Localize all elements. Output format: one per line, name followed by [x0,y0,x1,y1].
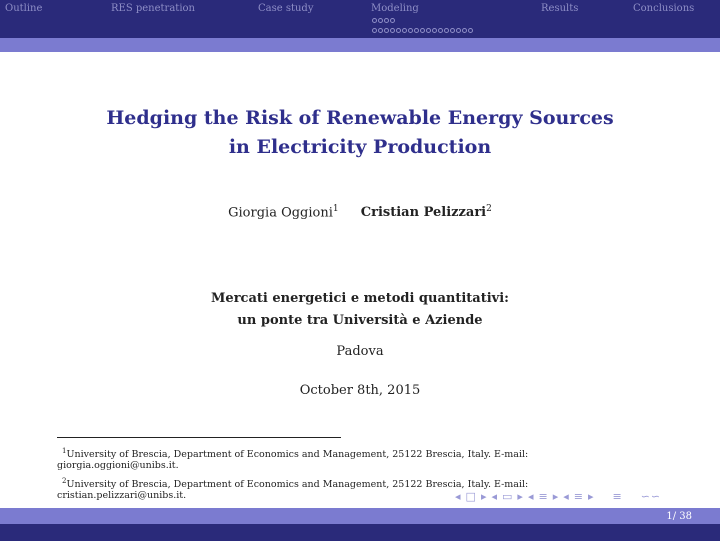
footnote-2-line2: cristian.pelizzari@unibs.it. [57,490,187,501]
author-footnote-mark-1: 1 [332,204,339,214]
frame-dot[interactable] [372,18,377,23]
frame-dot[interactable] [420,28,425,33]
frame-dot[interactable] [390,18,395,23]
author-name-1: Giorgia Oggioni [228,205,333,221]
page-number: 1/ 38 [666,511,692,522]
frame-dot[interactable] [426,28,431,33]
frame-dot[interactable] [378,18,383,23]
frame-dot[interactable] [384,28,389,33]
presentation-title-line1: Hedging the Risk of Renewable Energy Sources [106,107,614,129]
section-icon[interactable]: ≡ [573,490,584,503]
footnote-1-mark: 1 [62,447,67,455]
nav-next-frame-icon[interactable]: ▸ [517,490,524,503]
nav-item-res-penetration[interactable]: RES penetration [111,3,195,14]
frame-dot[interactable] [378,28,383,33]
nav-prev-subsection-icon[interactable]: ◂ [527,490,535,503]
nav-next-section-icon[interactable]: ▸ [587,490,595,503]
frame-dot[interactable] [456,28,461,33]
frame-dot[interactable] [414,28,419,33]
frame-dot[interactable] [450,28,455,33]
nav-prev-slide-icon[interactable]: ◂ [455,490,462,503]
nav-item-case-study[interactable]: Case study [258,3,314,14]
date: October 8th, 2015 [299,383,421,398]
frame-dot[interactable] [408,28,413,33]
venue: Padova [336,344,384,359]
frame-dot[interactable] [432,28,437,33]
authors [0,204,720,220]
frame-dot[interactable] [396,28,401,33]
nav-next-slide-icon[interactable]: ▸ [480,490,488,503]
frame-dot[interactable] [372,28,377,33]
beamer-navigation-symbols [455,490,665,503]
nav-next-subsection-icon[interactable]: ▸ [552,490,560,503]
top-subtitle-band [0,38,720,52]
frame-dot[interactable] [462,28,467,33]
author-name-2: Cristian Pelizzari [360,205,487,221]
frame-dot[interactable] [468,28,473,33]
author-footnote-mark-2: 2 [486,204,492,214]
search-loop-icon[interactable]: ∽∽ [640,490,662,503]
nav-item-modeling[interactable]: Modeling [371,3,419,14]
nav-prev-frame-icon[interactable]: ◂ [491,490,498,503]
bottom-band [0,508,720,524]
presentation-title-line2: in Electricity Production [228,136,492,158]
subsection-icon[interactable]: ≡ [538,490,549,503]
frame-dot[interactable] [384,18,389,23]
modeling-subsection-dots-row1[interactable] [372,17,396,25]
footnote-rule [57,437,341,438]
nav-item-results[interactable]: Results [541,3,579,14]
modeling-subsection-dots-row2[interactable] [372,27,474,35]
top-navigation-bar [0,0,720,38]
event-name-line2: un ponte tra Università e Aziende [237,313,483,328]
footnote-2-text: University of Brescia, Department of Economics and Management, 25122 Brescia, Italy. E-mail: [66,479,529,491]
frame-icon[interactable]: ▭ [502,490,514,503]
frame-dot[interactable] [390,28,395,33]
bottom-bar [0,524,720,541]
document-icon[interactable]: ≡ [612,490,623,503]
frame-dot[interactable] [402,28,407,33]
nav-item-conclusions[interactable]: Conclusions [633,3,695,14]
frame-dot[interactable] [438,28,443,33]
footnote-2-mark: 2 [62,477,67,485]
footnote-1-line2: giorgia.oggioni@unibs.it. [57,460,179,471]
frame-dot[interactable] [444,28,449,33]
slide-icon[interactable]: □ [465,490,477,503]
nav-prev-section-icon[interactable]: ◂ [563,490,570,503]
footnote-1-text: University of Brescia, Department of Economics and Management, 25122 Brescia, Italy. E-mail: [66,449,529,461]
nav-item-outline[interactable]: Outline [5,3,43,14]
event-name-line1: Mercati energetici e metodi quantitativi: [211,291,509,306]
